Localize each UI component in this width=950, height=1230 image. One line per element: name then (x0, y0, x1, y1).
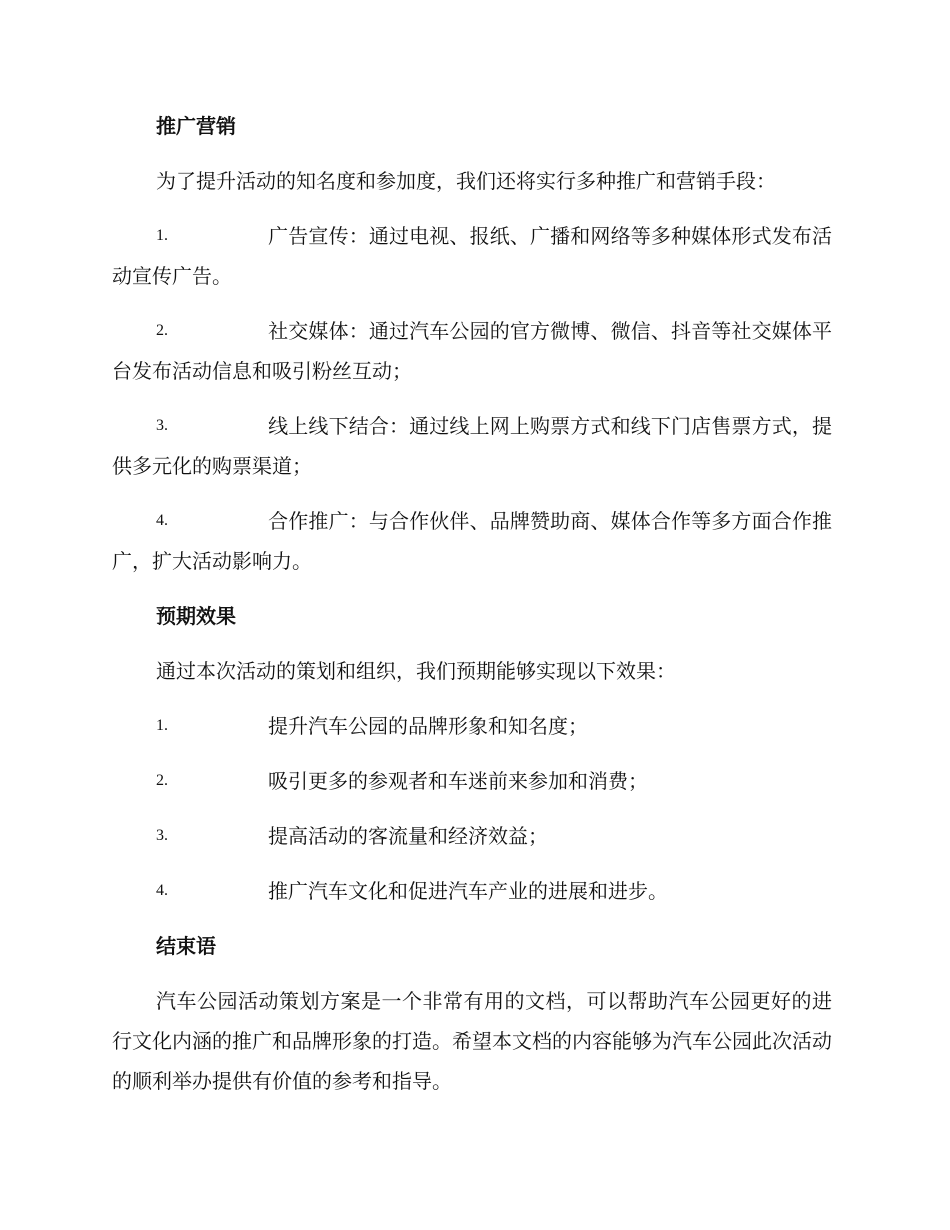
document-body (112, 106, 832, 1116)
list-item-text: 合作推广：与合作伙伴、品牌赞助商、媒体合作等多方面合作推广，扩大活动影响力。 (112, 509, 832, 573)
list-item-text: 提升汽车公园的品牌形象和知名度； (268, 714, 588, 738)
list-item (112, 501, 832, 581)
list-number: 1. (156, 717, 168, 734)
section-intro: 为了提升活动的知名度和参加度，我们还将实行多种推广和营销手段： (156, 169, 776, 193)
section-heading: 结束语 (156, 934, 216, 958)
list-number: 1. (156, 227, 168, 244)
list-item-text: 线上线下结合：通过线上网上购票方式和线下门店售票方式，提供多元化的购票渠道； (112, 414, 832, 478)
section-intro: 通过本次活动的策划和组织，我们预期能够实现以下效果： (156, 659, 676, 683)
list-item (112, 871, 832, 911)
list-item (112, 216, 832, 296)
section-heading: 推广营销 (156, 114, 236, 138)
list-item-text: 提高活动的客流量和经济效益； (268, 824, 548, 848)
list-number: 3. (156, 827, 168, 844)
list-number: 4. (156, 512, 168, 529)
list-item (112, 406, 832, 486)
list-item-text: 广告宣传：通过电视、报纸、广播和网络等多种媒体形式发布活动宣传广告。 (112, 224, 832, 288)
list-number: 2. (156, 772, 168, 789)
section-heading: 预期效果 (156, 604, 236, 628)
list-item (112, 311, 832, 391)
list-item-text: 推广汽车文化和促进汽车产业的进展和进步。 (268, 879, 668, 903)
list-item (112, 816, 832, 856)
list-number: 4. (156, 882, 168, 899)
list-number: 2. (156, 322, 168, 339)
list-item-text: 吸引更多的参观者和车迷前来参加和消费； (268, 769, 648, 793)
list-item-text: 社交媒体：通过汽车公园的官方微博、微信、抖音等社交媒体平台发布活动信息和吸引粉丝互动； (112, 319, 832, 383)
closing-paragraph: 汽车公园活动策划方案是一个非常有用的文档，可以帮助汽车公园更好的进行文化内涵的推广和品牌形象的打造。希望本文档的内容能够为汽车公园此次活动的顺利举办提供有价值的参考和指导。 (112, 989, 832, 1093)
list-item (112, 706, 832, 746)
list-item (112, 761, 832, 801)
list-number: 3. (156, 417, 168, 434)
